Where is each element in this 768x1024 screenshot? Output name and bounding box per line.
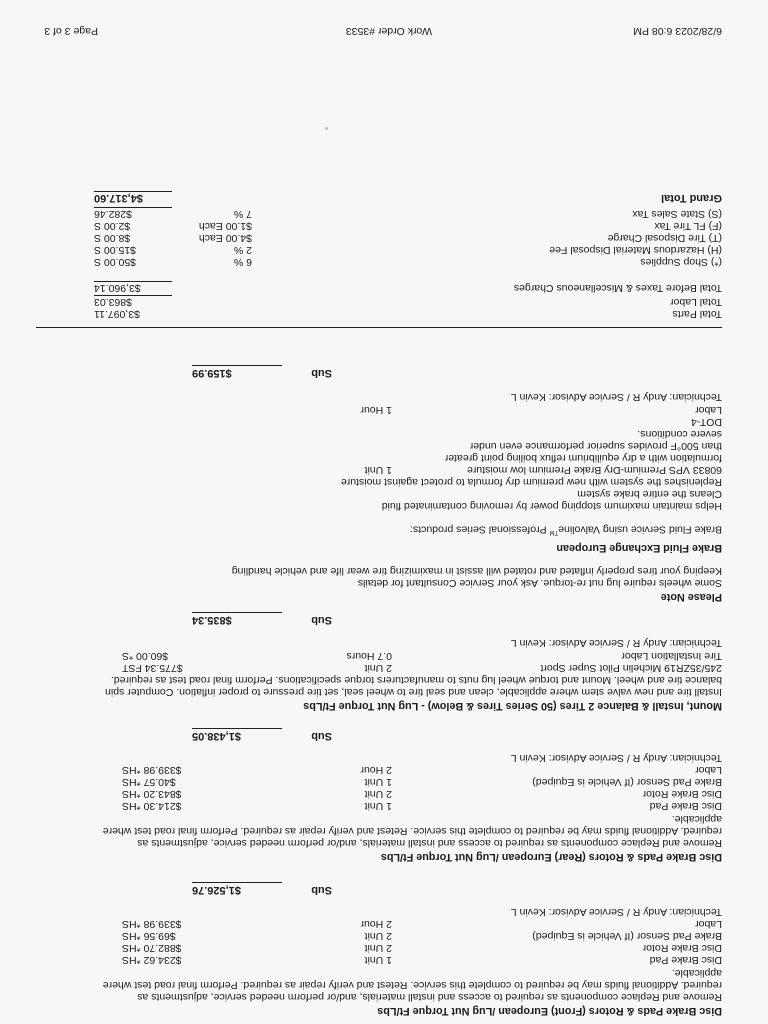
charge-label: (F) FL Tire Tax [654, 220, 722, 232]
charge-row [36, 256, 722, 268]
item-price: $339.98 *HS [122, 764, 182, 776]
charge-rate: $4.00 Each [198, 232, 252, 244]
section-description: Remove and Replace components as required to access and install materials, and/or perform needed service, adjustments as [137, 991, 722, 1003]
line-item [36, 800, 722, 812]
footer-work-order: Work Order #3533 [345, 25, 432, 37]
charge-amount: $50.00 S [94, 256, 137, 268]
section-description: Remove and Replace components as required to access and install materials, and/or perform needed service, adjustments as [137, 837, 722, 849]
item-quantity: 1 Unit [364, 776, 392, 788]
section-title: Disc Brake Pads & Rotors (Front) European /Lug Nut Torque Ft/Lbs [377, 1005, 722, 1017]
item-price: $882.70 *HS [122, 942, 182, 954]
line-item [36, 930, 722, 942]
item-price: $843.20 *HS [122, 788, 182, 800]
footer-datetime: 6/28/2023 6:08 PM [633, 25, 722, 37]
subtotal [52, 728, 332, 742]
total-amount: $3,960.14 [94, 281, 172, 294]
item-description: Disc Brake Rotor [642, 788, 722, 800]
subtotal-amount: $1,526.76 [192, 882, 282, 896]
item-description: Disc Brake Pad [649, 954, 722, 966]
totals-row [36, 296, 722, 308]
subtotal-amount: $1,438.05 [192, 728, 282, 742]
section-title: Brake Fluid Exchange European [556, 542, 722, 554]
item-description: Labor [695, 764, 722, 776]
subtotal-label: Sub [311, 367, 332, 379]
item-price: $339.98 *HS [122, 918, 182, 930]
section-description: applicable. [671, 813, 722, 825]
subtotal-amount: $159.99 [192, 365, 282, 379]
item-quantity: 2 Unit [364, 930, 392, 942]
charge-label: (T) Tire Disposal Charge [607, 232, 722, 244]
section-title: Mount, Install & Balance 2 Tires (50 Series Tires & Below) - Lug Nut Torque Ft/Lbs [303, 700, 722, 712]
grand-total-label: Grand Total [661, 192, 722, 204]
section-description: required. Additional fluids may be required to complete this service. Retest and verify repair as required. Perform final road test where [102, 979, 722, 991]
item-quantity: 1 Unit [364, 464, 392, 476]
item-description: Labor [695, 918, 722, 930]
item-description: 60833 VPS Premium-Dry Brake Premium low moisture [467, 464, 722, 476]
charge-amount: $2.00 S [94, 220, 131, 232]
brake-fluid-line: Helps maintain maximum stopping power by removing contaminated fluid [381, 500, 722, 512]
item-description: Tire Installation Labor [621, 650, 722, 662]
brake-fluid-intro [410, 524, 722, 539]
charge-label: (H) Hazardous Material Disposal Fee [549, 244, 722, 256]
charge-rate: $1.00 Each [198, 220, 252, 232]
item-quantity: 2 Hour [360, 918, 392, 930]
totals-divider [36, 327, 722, 328]
technician-line: Technician: Andy R / Service Advisor: Kevin L [510, 752, 722, 764]
line-item [36, 954, 722, 966]
item-description: Disc Brake Rotor [642, 942, 722, 954]
item-price: $40.57 *HS [122, 776, 176, 788]
technician-line: Technician: Andy R / Service Advisor: Kevin L [510, 906, 722, 918]
item-quantity: 2 Unit [364, 662, 392, 674]
charge-label: (*) Shop Supplies [640, 256, 722, 268]
charge-rate: 6 % [233, 256, 252, 268]
totals-row [36, 282, 722, 294]
product-line: severe conditions. [637, 428, 722, 440]
trademark-mark: TM [549, 529, 559, 535]
product-line: DOT-4 [691, 416, 722, 428]
total-label: Total Labor [670, 296, 722, 308]
page-footer [36, 23, 722, 37]
item-price: $214.30 *HS [122, 800, 182, 812]
item-quantity: 1 Unit [364, 954, 392, 966]
item-price: $69.56 *HS [122, 930, 176, 942]
item-quantity: 0.7 Hours [346, 650, 392, 662]
totals-row [36, 308, 722, 320]
item-price: $775.34 FST [122, 662, 183, 674]
charge-row [36, 232, 722, 244]
charge-rate: 7 % [233, 208, 252, 220]
section-title: Disc Brake Pads & Rotors (Rear) European /Lug Nut Torque Ft/Lbs [380, 851, 722, 863]
line-item [36, 404, 722, 416]
technician-line: Technician: Andy R / Service Advisor: Kevin L [510, 637, 722, 649]
brake-fluid-line: Replenishes the system with new premium dry formula to protect against moisture [340, 476, 722, 488]
scan-speck [325, 127, 328, 130]
item-quantity: 1 Unit [364, 800, 392, 812]
line-item [36, 942, 722, 954]
line-item [36, 918, 722, 930]
line-item [36, 764, 722, 776]
subtotal [52, 365, 332, 379]
charge-amount: $282.46 [94, 207, 172, 220]
total-label: Total Before Taxes & Miscellaneous Charges [513, 282, 722, 294]
charge-row [36, 244, 722, 256]
total-label: Total Parts [672, 308, 722, 320]
item-price: $60.00 *S [122, 650, 169, 662]
brake-fluid-line: Cleans the entire brake system [577, 488, 722, 500]
subtotal-label: Sub [311, 884, 332, 896]
item-quantity: 2 Unit [364, 942, 392, 954]
note-title: Please Note [660, 591, 722, 603]
charge-amount: $15.00 S [94, 244, 137, 256]
note-line: Some wheels require lug nut re-torque. Ask your Service Consultant for details [357, 577, 722, 589]
charge-amount: $8.00 S [94, 232, 131, 244]
total-amount: $3,097.11 [94, 308, 140, 320]
note-line: Keeping your tires properly inflated and rotated will assist in maximizing tire wear life and vehicle handling [231, 565, 722, 577]
subtotal [52, 882, 332, 896]
subtotal-label: Sub [311, 614, 332, 626]
item-description: Disc Brake Pad [649, 800, 722, 812]
product-line: than 500°F provides superior performance even under [469, 440, 722, 452]
line-item [36, 650, 722, 662]
section-description: balance tire and wheel. Mount and torque wheel lug nuts to manufacturers torque specifications. Perform final road test as required. [110, 674, 722, 686]
charge-row [36, 208, 722, 220]
charge-label: (S) State Sales Tax [632, 208, 722, 220]
grand-total-amount: $4,317.60 [94, 191, 172, 204]
item-description: 245/35ZR19 Michelin Pilot Super Sport [540, 662, 722, 674]
subtotal-amount: $835.34 [192, 612, 282, 626]
item-price: $234.62 *HS [122, 954, 182, 966]
charge-rate: 2 % [233, 244, 252, 256]
subtotal [52, 612, 332, 626]
intro-text: Professional Series products: [410, 523, 550, 536]
subtotal-label: Sub [311, 730, 332, 742]
footer-page-number: Page 3 of 3 [44, 25, 98, 37]
item-quantity: 2 Unit [364, 788, 392, 800]
line-item [36, 662, 722, 674]
item-description: Brake Pad Sensor (If Vehicle is Equiped) [532, 930, 722, 942]
line-item [36, 788, 722, 800]
charge-row [36, 220, 722, 232]
section-description: required. Additional fluids may be required to complete this service. Retest and verify repair as required. Perform final road test where [102, 825, 722, 837]
item-description: Brake Pad Sensor (If Vehicle is Equiped) [532, 776, 722, 788]
item-description: Labor [695, 404, 722, 416]
section-description: applicable. [671, 967, 722, 979]
grand-total-row [36, 192, 722, 204]
line-item [36, 776, 722, 788]
line-item [36, 464, 722, 476]
product-line: formulation with a dry equilibrium reflux boiling point greater [444, 452, 722, 464]
section-description: Install tire and new valve stem where applicable, clean and seal tire to wheel seal, set tire pressure to proper inflation. Computer spin [105, 686, 722, 698]
intro-text: Brake Fluid Service using Valvoline [558, 523, 722, 536]
technician-line: Technician: Andy R / Service Advisor: Kevin L [510, 391, 722, 403]
item-quantity: 1 Hour [360, 404, 392, 416]
item-quantity: 2 Hour [360, 764, 392, 776]
total-amount: $863.03 [94, 295, 172, 308]
